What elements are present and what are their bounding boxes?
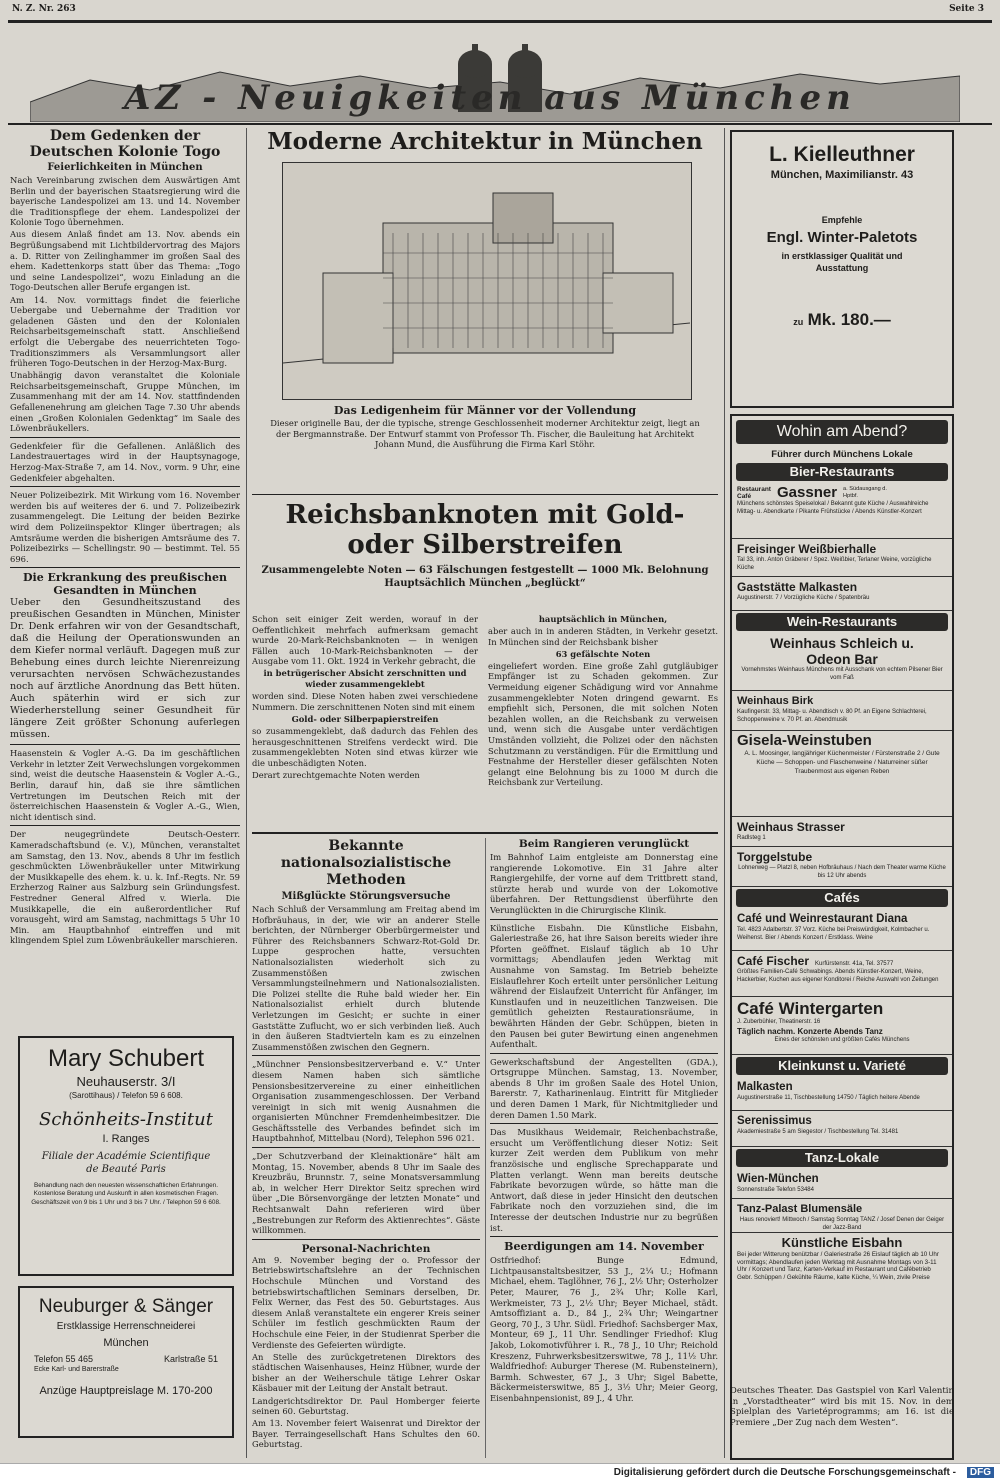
fischer-details: Größtes Familien-Café Schwabings. Abends Künstler-Konzert, Weine, Hackerbier, Kuchen aus eigener Konditorei / Reiche Auswahl von Zeitungen	[737, 969, 939, 983]
section-kleinkunst: Kleinkunst u. Varieté	[736, 1057, 948, 1075]
ad-neuburger-contact	[20, 1353, 232, 1365]
freisinger-name: Freisinger Weißbierhalle	[737, 542, 877, 556]
divider	[10, 437, 240, 438]
divider	[10, 744, 240, 745]
ad-schubert-title: Schönheits-Institut	[39, 1109, 213, 1130]
reichsbank-paragraph: hauptsächlich in München,	[538, 614, 668, 624]
gassner-prefix: Restaurant Café	[737, 485, 771, 500]
divider	[490, 1123, 718, 1124]
header-rule	[8, 20, 992, 23]
divider	[490, 1236, 718, 1237]
column-divider	[485, 838, 486, 1458]
personal-paragraph: Am 13. November feiert Waisenrat und Direktor der Bayer. Terraingesellschaft Hans Schultes den 60. Geburtstag.	[252, 1418, 480, 1450]
lokal-gisela	[732, 731, 952, 817]
divider	[10, 567, 240, 568]
ad-neuburger-corner: Ecke Karl- und Barerstraße	[34, 1366, 119, 1373]
reichsbank-subheadline: Zusammengelebte Noten — 63 Fälschungen festgestellt — 1000 Mk. Belohnung	[261, 565, 709, 576]
togo-paragraph: Unabhängig davon veranstaltet die Koloniale Reichsarbeitsgemeinschaft, Gruppe München, im Zusammenhang mit der am 14. Nov. stattfindenden Gefallenenehrung am gleichen Tage 7.30 Uhr abends einen „Großen Kolonialen Gedenktag“ im Saale des Löwenbräukellers.	[10, 370, 240, 434]
eisbahn-notice: Künstliche Eisbahn. Die Künstliche Eisbahn, Galeriestraße 26, hat ihre Saison bereits wieder ihre Pforten geöffnet. Eislauf täglich ab 10 Uhr vormittags; Abendlaufen jeden Werktag mit Ausnahme von Samstag. Im Betrieb beheizte Eislauflehrer Koch erteilt unter persönlicher Leitung während der Eislaufzeit Unterricht für Anfänger, im Kunstlaufen und in neuzeitlichen Tanzweisen. Die gemütlich geheizten Restaurationsräume, in bewährten Händen der Gebr. Schüppen, bieten in den Pausen bei guter Bewirtung einen angenehmen Aufenthalt.	[490, 922, 718, 1050]
guide-subtitle: Führer durch Münchens Lokale	[771, 449, 913, 460]
architecture-headline: Moderne Architektur in München	[267, 128, 703, 155]
divider	[10, 486, 240, 487]
wien-muenchen-name: Wien-München	[737, 1173, 819, 1185]
nazi-paragraph: Nach Schluß der Versammlung am Freitag abend im Hofbräuhaus, in der, wie wir an anderer Stelle berichten, der Nürnberger Oberbürgermeister und Führer des Reichsbanners Schwarz-Rot-Gold Dr. Luppe gesprochen hatte, versuchten Nationalsozialisten wiederholt sich zu Zusammenstößen zwischen Versammlungsteilnehmern und Nationalsozialisten. Die Polizei stellte die Ruhe bald wieder her. Ein Nationalsozialist erhielt durch blutende Verletzungen im Gesicht; er suchte in einer Gaststätte Zuflucht, wo er sich verbinden ließ. Auch in den äußeren Stadtvierteln kam es zu einzelnen Zusammenstößen zwischen den Gegnern.	[252, 904, 480, 1052]
reichsbank-col-1	[252, 614, 478, 782]
lokal-serenissimus	[732, 1111, 952, 1147]
freisinger-details: Tal 33, inh. Anton Gräberer / Spez. Weißbier, Terlaner Weine, vorzügliche Küche	[737, 557, 932, 571]
gedenkfeier-notice: Gedenkfeier für die Gefallenen. Anläßlich des Landestrauertages wird in der Hauptsynagoge, Herzog-Max-Straße 7, am 14. Nov., vorm. 9 Uhr, eine Gedenkfeier abgehalten.	[10, 440, 240, 483]
fischer-address: Kurfürstenstr. 41a, Tel. 37577	[815, 961, 894, 967]
reichsbank-col-2	[488, 614, 718, 790]
banner-rule	[8, 123, 992, 125]
blumensaele-details: Haus renoviert! Mittwoch / Samstag Sonntag TANZ / Josef Denen der Geiger der Jazz-Band	[739, 1217, 945, 1231]
rangier-headline: Beim Rangieren verunglückt	[518, 838, 690, 850]
wintergarten-tagline: Eines der schönsten und größten Cafés Münchens	[774, 1036, 910, 1043]
fischer-name: Café Fischer	[737, 954, 810, 968]
gisela-name: Gisela-Weinstuben	[737, 732, 872, 749]
reichsbank-paragraph: in betrügerischer Absicht zerschnitten und wieder zusammengeklebt	[263, 668, 467, 690]
kiel-price	[732, 310, 952, 330]
nazi-article	[252, 838, 480, 1458]
lokal-malkasten-variete	[732, 1077, 952, 1111]
ad-schubert-filiale: Filiale der Académie Scientifique	[41, 1151, 211, 1162]
fischer-header	[737, 953, 947, 969]
lokal-eisbahn	[732, 1233, 952, 1313]
reichsbank-headline: oder Silberstreifen	[347, 530, 623, 560]
ad-kielleuthner	[730, 130, 954, 408]
issue-number: N. Z. Nr. 263	[12, 4, 76, 14]
divider	[252, 1239, 480, 1240]
schleich-name: Weinhaus Schleich u.	[770, 635, 914, 651]
kiel-price-prefix: zu	[793, 317, 804, 327]
reichsbank-headline: Reichsbanknoten mit Gold-	[285, 500, 685, 530]
reichsbank-paragraph: aber auch in in anderen Städten, in Verkehr gesetzt. In München sind der Reichsbank bisher	[488, 626, 718, 647]
divider	[252, 832, 718, 834]
wintergarten-name: Café Wintergarten	[737, 999, 884, 1018]
dfg-logo: DFG	[967, 1467, 994, 1478]
lokal-torggelstube	[732, 847, 952, 887]
architecture-article	[252, 128, 718, 490]
digitization-footer	[0, 1463, 1000, 1481]
kiel-quality: Ausstattung	[815, 263, 869, 273]
wintergarten-program: Täglich nachm. Konzerte Abends Tanz	[737, 1026, 883, 1036]
section-cafes: Cafés	[736, 889, 948, 907]
diana-details: Tel. 4823 Adalbertstr. 37 Vorz. Küche bei Preiswürdigkeit, Kolmbacher u. Weihenst. Bier / Abends Konzert / Erstklass. Weine	[737, 927, 930, 941]
gassner-name: Gassner	[777, 484, 838, 501]
kiel-quality: in erstklassiger Qualität und	[781, 251, 903, 261]
reichsbank-paragraph: 63 gefälschte Noten	[555, 648, 651, 659]
togo-paragraph: Am 14. Nov. vormittags findet die feierliche Uebergabe und Uebernahme der Tradition vor geladenen Gästen und den der Kolonialen Reichsarbeitsgemeinschaft statt. Anschließend erfolgt die Uebergabe des neuerrichteten Togo-Traditionszimmers als Versammlungsort aller früheren Togo-Deutschen in der Herzog-Max-Burg.	[10, 294, 240, 369]
beerdigungen-list: Ostfriedhof: Bunge Edmund, Lichtpausanstaltsbesitzer, 53 J., 2¼ U.; Hofmann Michael, ehem. Taglöhner, 76 J., 2½ Uhr; Osterholzer Peter, Maurer, 76 J., 2¾ Uhr; Kolle Karl, Werkmeister, 73 J., 2½ Uhr; Beyer Michael, städt. Amtsoffiziant a. D., 84 J., 2¾ Uhr; Weingartner Georg, 70 J., 3 Uhr. Südl. Friedhof: Sachsberger Max, Monteur, 69 J., 11 Uhr. Sendlinger Friedhof: Klug Jakob, Lokomotivführer i. R., 78 J., 10 Uhr; Reichold Kreszenz, Fuhrwerksbesitzerswitwe, 78 J., 11½ Uhr. Waldfriedhof: Auburger Therese (M. Rubensteinern), Barmh. Schwester, 67 J., 3 Uhr; Sigel Babette, Bäckermeisterswitwe, 85 J., 3½ Uhr; Meier Georg, Eisenbahnpensionist, 89 J., 4 Uhr.	[490, 1255, 718, 1403]
ad-schubert-phone: (Sarottihaus) / Telefon 59 6 608.	[69, 1091, 183, 1100]
gesandter-headline: Die Erkrankung des preußischen Gesandten in München	[22, 571, 228, 598]
page-number: Seite 3	[949, 4, 984, 14]
lokal-strasser	[732, 817, 952, 847]
kiel-product: Engl. Winter-Paletots	[766, 229, 918, 246]
ad-neuburger-city: München	[103, 1337, 149, 1349]
lokal-wintergarten	[732, 997, 952, 1055]
kiel-empfehle: Empfehle	[821, 215, 863, 225]
haasenstein-notice: Haasenstein & Vogler A.-G. Da im geschäftlichen Verkehr in letzter Zeit Verwechslungen vorgekommen sind, weist die deutsche Haasenstein & Vogler A.-G., Berlin, darauf hin, daß sie ihre sämtlichen Vertretungen im Deutschen Reich mit der österreichischen Haasenstein & Vogler A.-G., Wien, nicht identisch sind.	[10, 748, 240, 822]
kiel-price-value: Mk. 180.—	[807, 310, 891, 329]
lokal-wien-muenchen	[732, 1169, 952, 1199]
wintergarten-address: J. Zuberbühler, Theatinerstr. 16	[737, 1019, 821, 1025]
blumensaele-name: Tanz-Palast Blumensäle	[737, 1203, 863, 1215]
ad-neuburger-name: Neuburger & Sänger	[38, 1296, 214, 1317]
gesandter-paragraph: Ueber den Gesundheitszustand des preußischen Gesandten in München, Minister Dr. Denk erfahren wir von der Gesandtschaft, daß die Heilung der Operationswunden an dem Kiefer normal verläuft. Dagegen muß zur Behebung eines durch leichte Nierenreizung verursachten nervösen Schwächezustandes noch auf ärztliche Anordnung das Bett hüten. Auch späterhin wird er sich zur Wiederherstellung seiner Gesundheit für längere Zeit größter Schonung auferlegen müssen.	[10, 597, 240, 741]
nazi-headline: Bekannte nationalsozialistische Methoden	[280, 838, 452, 888]
column-divider	[724, 128, 725, 1458]
lokal-gassner	[732, 483, 952, 539]
ad-schubert-details: Behandlung nach den neuesten wissenschaftlichen Erfahrungen. Kostenlose Beratung und Auskunft in allen kosmetischen Fragen. Geschäftszeit von 9 bis 1 Uhr und 3 bis 7 Uhr. / Telephon 59 6 608.	[31, 1182, 221, 1206]
malkasten-details: Augustinerstr. 7 / Vorzügliche Küche / Spatenbräu	[737, 595, 870, 601]
wohin-banner: Wohin am Abend?	[736, 420, 948, 444]
section-bier-restaurants: Bier-Restaurants	[736, 463, 948, 481]
torggel-details: Lohnerweg — Platzl 8, neben Hofbräuhaus / Nach dem Theater warme Küche bis 12 Uhr abends	[738, 865, 946, 879]
ad-neuburger-price: Anzüge Hauptpreislage M. 170-200	[39, 1385, 213, 1397]
malkasten-name: Gaststätte Malkasten	[737, 580, 858, 594]
personal-paragraph: An Stelle des zurückgetretenen Direktors des städtischen Waisenhauses, Heinz Hübner, wurde der bisher an der Weiherschule tätige Lehrer Oskar Käsbauer mit der Leitung der Anstalt betraut.	[252, 1351, 480, 1394]
strasser-name: Weinhaus Strasser	[737, 820, 845, 834]
lokal-malkasten	[732, 577, 952, 611]
reichsbank-paragraph: Schon seit einiger Zeit werden, worauf in der Oeffentlichkeit mehrfach aufmerksam gemacht wurde 20-Mark-Reichsbanknoten — in wenigen Fällen auch 10-Mark-Reichsbanknoten — der Ausgabe vom 11. Okt. 1924 in Verkehr gebracht, die	[252, 614, 478, 667]
architecture-text: Dieser originelle Bau, der die typische, strenge Geschlossenheit moderner Architektur zeigt, liegt an der Bergmannstraße. Der Entwurf stammt von Professor Th. Fischer, die Bauleitung hat Architekt Johann Mund, die Ausführung die Firma Karl Stöhr.	[270, 418, 700, 450]
togo-subheadline: Feierlichkeiten in München	[47, 162, 203, 173]
personal-paragraph: Am 9. November beging der o. Professor der Betriebswirtschaftslehre an der Technischen Hochschule München und Vorstand des betriebswirtschaftlichen Seminars derselben, Dr. Felix Werner, das Fest des 50. Geburtstages. Aus diesem Anlaß veranstaltete ein engerer Kreis seiner Schüler im festlich geschmückten Raum der Hochschule eine Feier, in der Studienrat Sperber die Verdienste des Gefeierten würdigte.	[252, 1254, 480, 1350]
gisela-details: A. L. Moosinger, langjähriger Küchenmeister / Fürstenstraße 2 / Gute Küche — Schoppen- und Flaschenweine / Naturreiner süßer Traubenmost aus eigenen Reben	[744, 750, 940, 775]
column-divider	[246, 128, 247, 1458]
lokal-schleich	[732, 633, 952, 691]
kiel-name: L. Kielleuthner	[769, 143, 915, 166]
ad-schubert-filiale: de Beauté Paris	[86, 1164, 166, 1175]
theater-notice: Deutsches Theater. Das Gastspiel von Karl Valentin in „Vorstadtheater“ wird bis mit 15. Nov. in dem Spielplan des Varietéprogramms; am 16. ist die Premiere „Der Zug nach dem Westen“.	[730, 1386, 954, 1428]
gassner-location: a. Südausgang d. Hptbf.	[843, 485, 887, 499]
schutzverband-notice: „Der Schutzverband der Kleinaktionäre“ hält am Montag, 15. November, abends 8 Uhr im Saale des Kreuzbräu, Brunnstr. 7, seine Monatsversammlung ab, in welcher Herr Direktor Seitz sprechen wird über „Die Börsenvorgänge der letzten Monate“ und Rechtsanwalt Dahn referieren wird über „Bestrebungen zur Reform des Aktienrechtes“. Gäste willkommen.	[252, 1151, 480, 1236]
beerdigungen-headline: Beerdigungen am 14. November	[504, 1240, 704, 1254]
nazi-subheadline: Mißglückte Störungsversuche	[281, 891, 451, 902]
banner-title: AZ - Neuigkeiten aus München	[124, 78, 856, 118]
wien-muenchen-details: Sonnenstraße Telefon 53484	[737, 1187, 814, 1193]
ad-neuburger-sub: Erstklassige Herrenschneiderei	[56, 1321, 196, 1332]
divider	[252, 1147, 480, 1148]
kiel-address: München, Maximilianstr. 43	[770, 169, 914, 181]
personal-headline: Personal-Nachrichten	[301, 1242, 431, 1255]
reichsbank-paragraph: Derart zurechtgemachte Noten werden	[252, 769, 420, 780]
diana-name: Café und Weinrestaurant Diana	[737, 913, 908, 925]
kameradschaft-notice: Der neugegründete Deutsch-Oesterr. Kameradschaftsbund (e. V.), München, veranstaltet am Samstag, den 13. Nov., abends 8 Uhr im festlich geschmückten Löwenbräukeller unter Mitwirkung der Musikkapelle des ehem. k. u. k. Inf.-Regts. Nr. 59 Erzherzog Rainer aus Salzburg sein Gründungsfest. Festredner General Alfred v. Wierla. Die Musikkapelle, die ein außerordentlicher Ruf vorausgeht, wird am Samstag, nachmittags 5 Uhr 10 Min. am Hauptbahnhof eintreffen und mit klingendem Spiel zum Löwenbräukeller marschieren.	[10, 829, 240, 946]
lokal-fischer	[732, 951, 952, 997]
ad-mary-schubert	[18, 1036, 234, 1276]
reichsbank-paragraph: worden sind. Diese Noten haben zwei verschiedene Nummern. Die zerschnittenen Noten sind mit einem	[252, 691, 478, 712]
torggel-name: Torggelstube	[737, 850, 813, 864]
birk-details: Kaufingerstr. 33, Mittag- u. Abendtisch v. 80 Pf. an Eigene Schlachterei, Schoppenweine v. 70 Pf. an. Abendmusik	[737, 709, 927, 723]
lokal-blumensaele	[732, 1199, 952, 1233]
divider	[252, 1055, 480, 1056]
divider	[10, 825, 240, 826]
ad-neuburger-saenger	[18, 1286, 234, 1438]
local-news-column	[490, 838, 718, 1458]
reichsbank-paragraph: Gold- oder Silberpapierstreifen	[291, 713, 439, 724]
reichsbank-paragraph: so zusammengeklebt, daß dadurch das Fehlen des herausgeschnittenen Streifens verdeckt wird. Die zusammengeklebten Noten sind etwas kürzer wie die unbeschädigten Noten.	[252, 725, 478, 768]
lokale-guide	[730, 414, 954, 1460]
banner	[30, 42, 960, 122]
polizeibezirk-notice: Neuer Polizeibezirk. Mit Wirkung vom 16. November werden bis auf weiteres der 6. und 7. Polizeibezirk zusammengelegt. Die Leitung der beiden Bezirke wird dem Polizeiinspektor Klinger übertragen; als Amtsräume werden die bisherigen Amtsräume des 7. Polizeibezirks — Schellingstr. 90 — bestimmt. Tel. 55 696.	[10, 490, 240, 564]
reichsbanknoten-article	[252, 500, 718, 826]
ad-schubert-name: Mary Schubert	[47, 1045, 205, 1072]
rangier-paragraph: Im Bahnhof Laim entgleiste am Donnerstag eine rangierende Lokomotive. Ein 31 Jahre alter Rangiergehilfe, der vorne auf dem Trittbrett stand, stürzte herab und wurde von der Lokomotive überfahren. Der Rettungsdienst überführte den Verunglückten in die Chirurgische Klinik.	[490, 852, 718, 915]
malkasten-variete-name: Malkasten	[737, 1081, 793, 1093]
pension-notice: „Münchner Pensionsbesitzerverband e. V.“ Unter diesem Namen haben sich sämtliche Pensionsbesitzervereine zu einer einheitlichen Organisation zusammengeschlossen. Der Verband vereinigt in sich mit wenig Ausnahmen die organisierten Münchner Fremdenheimbesitzer. Die Geschäftsstelle des Verbandes befindet sich im Hauptbahnhof, Mittelbau (Nord), Telephon 596 021.	[252, 1059, 480, 1144]
personal-paragraph: Landgerichtsdirektor Dr. Paul Homberger feierte seinen 60. Geburtstag.	[252, 1395, 480, 1417]
divider	[490, 919, 718, 920]
gewerkschaft-notice: Gewerkschaftsbund der Angestellten (GDA.), Ortsgruppe München. Samstag, 13. November, abends 8 Uhr im großen Saale des Hotel Union, Barerstr. 7, Katharinenlaug. Eintritt für Mitglieder und deren Damen 1 Mark, für Nichtmitglieder und deren Damen 1.50 Mark.	[490, 1056, 718, 1120]
serenissimus-details: Akademiestraße 5 am Siegestor / Tischbestellung Tel. 31481	[737, 1129, 899, 1135]
eisbahn-details: Bei jeder Witterung benützbar / Galeriestraße 26 Eislauf täglich ab 10 Uhr vormittags; Abendlaufen jeden Werktag mit Ausnahme Montags von 3-11 Uhr / Konzert und Tanz, Karten-Verkauf im Restaurant und Cafébetrieb Gebr. Schüppen / Gekühlte Räume, kalte Küche, ¼ Wein, zivile Preise	[737, 1251, 939, 1281]
ad-neuburger-phone: Telefon 55 465	[34, 1354, 94, 1364]
section-wein-restaurants: Wein-Restaurants	[736, 613, 948, 631]
gassner-details: Münchens schönstes Speiselokal / Bekannt gute Küche / Auswahlreiche Mittag- u. Abendkarte / Pikante Frühstücke / Abends Künstler-Konzert	[737, 501, 929, 515]
reichsbank-paragraph: eingeliefert worden. Eine große Zahl gutgläubiger Empfänger ist zu Schaden gekommen. Zur Vermeidung eigener Schädigung wird vor Annahme zusammengeklebter Noten dringend gewarnt. Es empfiehlt sich, Personen, die mit solchen Noten bezahlen wollen, an die Reichsbank zu verweisen und, wenn sich die Ausgabe unter verdächtigen Umständen vollzieht, die Polizei oder den nächsten Schutzmann zu verständigen. Für die Ermittlung und Festnahme der Hersteller dieser gefälschten Noten gelangt eine Belohnung bis zu 1000 M durch die Reichsbank zur Verteilung.	[488, 660, 718, 788]
strasser-details: Radlsteg 1	[737, 835, 766, 841]
schleich-name-2: Odeon Bar	[806, 651, 878, 667]
birk-name: Weinhaus Birk	[737, 695, 814, 707]
togo-paragraph: Nach Vereinbarung zwischen dem Auswärtigen Amt Berlin und der bayerischen Staatsregierung wird die bayerische Landespolizei am 13. und 14. November die Traditionspflege der ehem. Landespolizei der Kolonie Togo übernehmen.	[10, 175, 240, 228]
togo-paragraph: Aus diesem Anlaß findet am 13. Nov. abends ein Begrüßungsabend mit Lichtbildervortrag des Majors a. D. Ritter von Zeilinghammer im großen Saal des ehem. Kadettenkorps statt über das Thema: „Togo und seine Landespolizei“, wozu Einladung an die Togo-Deutschen aller Berufe ergangen ist.	[10, 229, 240, 293]
reichsbank-subheadline: Hauptsächlich München „beglückt“	[384, 578, 586, 589]
lokal-diana	[732, 909, 952, 951]
serenissimus-name: Serenissimus	[737, 1115, 812, 1127]
lokal-freisinger	[732, 539, 952, 577]
page-header	[8, 4, 992, 18]
ad-schubert-address: Neuhauserstr. 3/I	[76, 1074, 176, 1089]
gassner-header	[737, 485, 947, 501]
section-tanz-lokale: Tanz-Lokale	[736, 1149, 948, 1167]
divider	[490, 1053, 718, 1054]
schleich-details: Vornehmstes Weinhaus Münchens mit Ausschank von echtem Pilsener Bier vom Faß	[741, 667, 943, 681]
malkasten-variete-details: Augustinerstraße 11, Tischbestellung 14750 / Täglich heitere Abende	[737, 1095, 920, 1101]
architecture-illustration	[282, 162, 692, 400]
building-drawing	[283, 163, 690, 398]
togo-headline: Dem Gedenken der Deutschen Kolonie Togo	[29, 128, 221, 160]
left-column	[10, 128, 240, 1010]
footer-credit: Digitalisierung gefördert durch die Deutsche Forschungsgemeinschaft -	[613, 1467, 956, 1478]
divider	[252, 494, 718, 495]
architecture-caption: Das Ledigenheim für Männer vor der Vollendung	[333, 404, 637, 417]
ad-schubert-rank: I. Ranges	[102, 1133, 150, 1145]
ad-neuburger-address: Karlstraße 51	[163, 1354, 218, 1364]
lokal-birk	[732, 691, 952, 731]
musikhaus-notice: Das Musikhaus Weidemair, Reichenbachstraße, ersucht um Veröffentlichung dieser Notiz: Seit kurzer Zeit werden dem Publikum von mehr französische und englische Sprechapparate und Platten verlangt. Wenn man bereits deutsche Fabrikate bevorzugen würde, so hätte man die Antwort, daß diese in jeder Hinsicht den deutschen Fabrikate noch den vorzuziehen sind, die im Interesse der deutschen Industrie nur zu begrüßen ist.	[490, 1127, 718, 1233]
eisbahn-name: Künstliche Eisbahn	[781, 1235, 903, 1250]
